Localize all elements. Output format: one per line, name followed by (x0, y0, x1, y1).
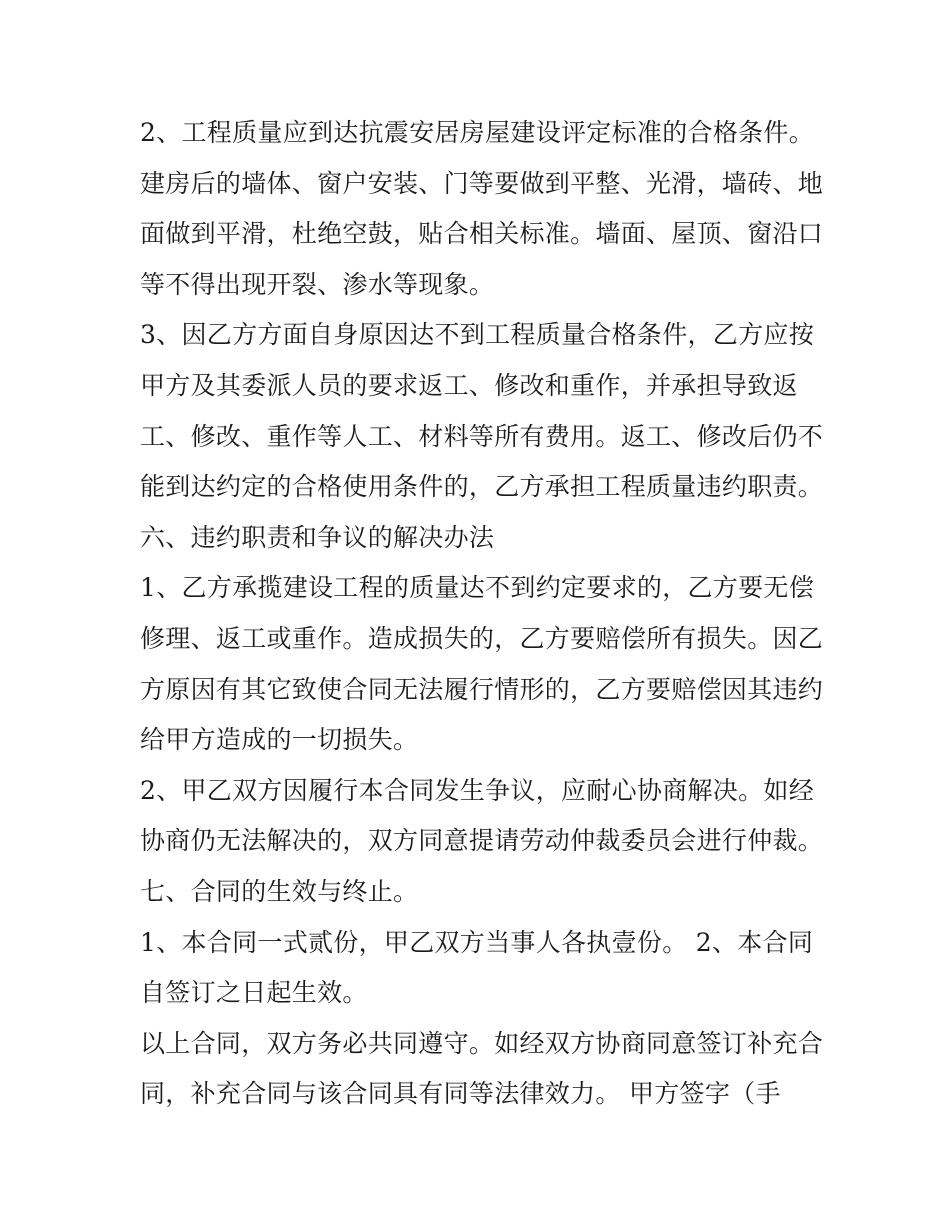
text-line: 以上合同，双方务必共同遵守。如经双方协商同意签订补充合 (140, 1028, 824, 1058)
text-line: 2、工程质量应到达抗震安居房屋建设评定标准的合格条件。 (140, 118, 815, 147)
text-line: 工、修改、重作等人工、材料等所有费用。返工、修改后仍不 (140, 421, 824, 451)
text-line: 协商仍无法解决的，双方同意提请劳动仲裁委员会进行仲裁。 (140, 826, 824, 856)
text-line: 2、甲乙双方因履行本合同发生争议，应耐心协商解决。如经 (140, 775, 815, 805)
text-line: 等不得出现开裂、渗水等现象。 (140, 269, 495, 299)
text-line: 给甲方造成的一切损失。 (140, 725, 419, 755)
text-line: 1、本合同一式贰份，甲乙双方当事人各执壹份。 2、本合同 (140, 927, 814, 957)
contract-text-body (140, 108, 824, 1120)
text-line: 面做到平滑，杜绝空鼓，贴合相关标准。墙面、屋顶、窗沿口 (140, 219, 824, 249)
section-heading: 七、合同的生效与终止。 (140, 876, 419, 906)
text-line: 修理、返工或重作。造成损失的，乙方要赔偿所有损失。因乙 (140, 623, 824, 653)
text-line: 方原因有其它致使合同无法履行情形的，乙方要赔偿因其违约 (140, 674, 824, 704)
text-line: 3、因乙方方面自身原因达不到工程质量合格条件，乙方应按 (140, 320, 815, 350)
text-line: 自签订之日起生效。 (140, 978, 368, 1008)
section-heading: 六、违约职责和争议的解决办法 (140, 522, 495, 552)
text-line: 建房后的墙体、窗户安装、门等要做到平整、光滑，墙砖、地 (140, 168, 824, 198)
text-line: 甲方及其委派人员的要求返工、修改和重作，并承担导致返 (140, 370, 798, 400)
text-line: 同，补充合同与该合同具有同等法律效力。 甲方签字（手 (140, 1079, 781, 1109)
text-line: 1、乙方承揽建设工程的质量达不到约定要求的，乙方要无偿 (140, 573, 815, 603)
text-line: 能到达约定的合格使用条件的，乙方承担工程质量违约职责。 (140, 472, 824, 502)
